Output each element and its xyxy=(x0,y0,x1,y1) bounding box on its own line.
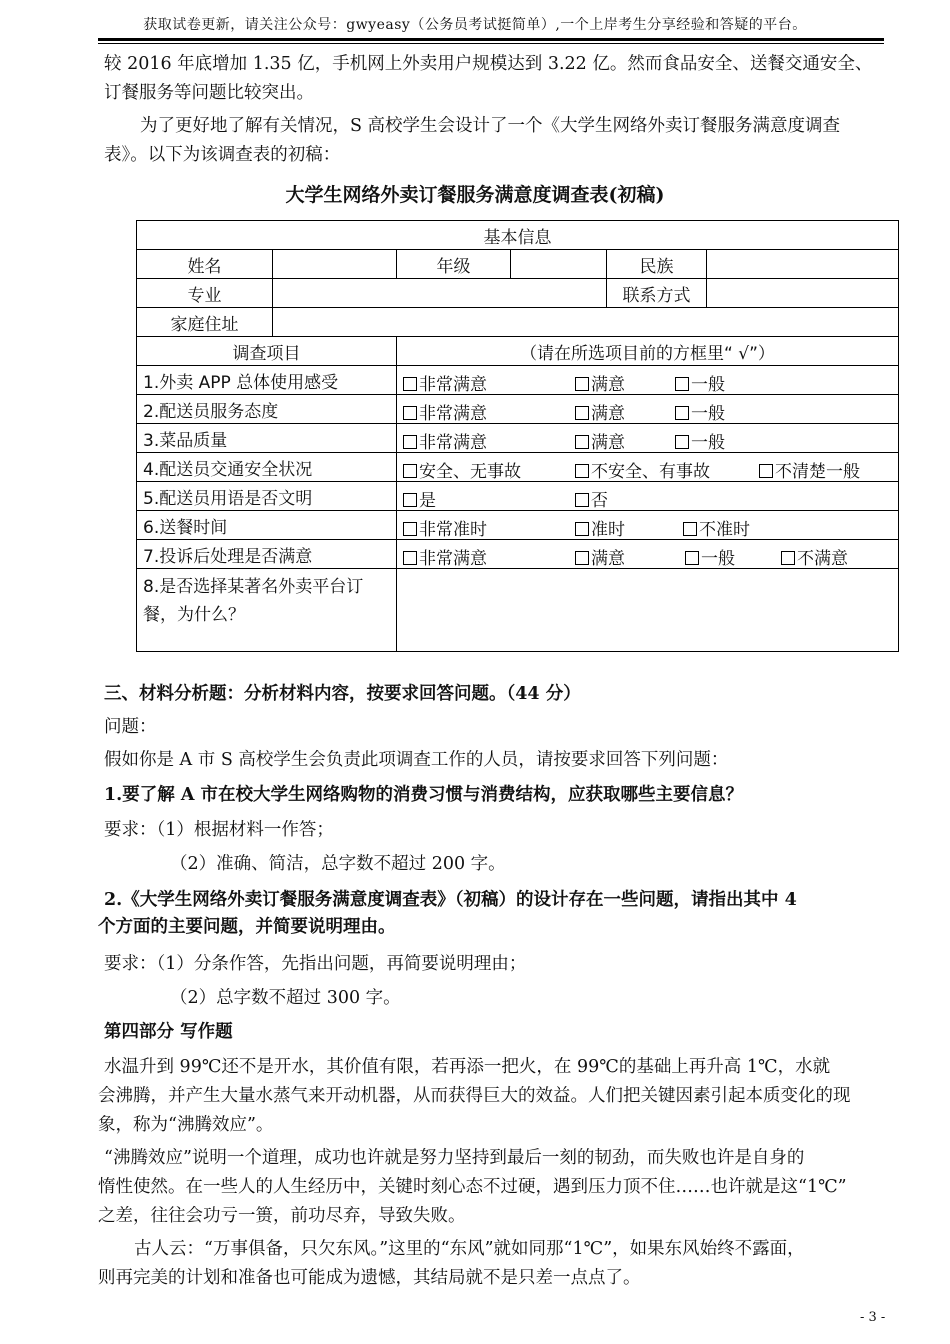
contact-field[interactable] xyxy=(707,279,899,308)
checkbox-icon[interactable] xyxy=(575,522,589,536)
question-8-answer[interactable] xyxy=(397,569,899,652)
grade-label: 年级 xyxy=(397,250,511,279)
checkbox-icon[interactable] xyxy=(403,435,417,449)
page-number: - 3 - xyxy=(860,1310,886,1325)
address-field[interactable] xyxy=(273,308,899,337)
intro-line-1: 较 2016 年底增加 1.35 亿，手机网上外卖用户规模达到 3.22 亿。然而食品安全、送餐交通安全、 xyxy=(104,54,873,74)
survey-option[interactable] xyxy=(403,457,521,482)
major-contact-row xyxy=(137,279,899,308)
question-2-requirement-1: 要求：（1）分条作答，先指出问题，再简要说明理由； xyxy=(104,954,527,974)
survey-option[interactable] xyxy=(403,428,487,453)
survey-option-label: 否 xyxy=(591,491,608,511)
checkbox-icon[interactable] xyxy=(575,435,589,449)
survey-option-label: 是 xyxy=(419,491,436,511)
survey-option-label: 满意 xyxy=(591,375,625,395)
question-8-label xyxy=(137,569,397,652)
survey-table xyxy=(136,220,899,652)
checkbox-icon[interactable] xyxy=(759,464,773,478)
basic-info-header: 基本信息 xyxy=(137,221,899,250)
survey-options xyxy=(397,453,899,482)
survey-option-label: 不准时 xyxy=(699,520,750,540)
checkbox-icon[interactable] xyxy=(403,406,417,420)
survey-option[interactable] xyxy=(403,544,487,569)
contact-label: 联系方式 xyxy=(607,279,707,308)
header-note: 获取试卷更新，请关注公众号：gwyeasy（公务员考试挺简单）,一个上岸考生分享经验和答疑的平台。 xyxy=(143,17,807,33)
address-row xyxy=(137,308,899,337)
major-label: 专业 xyxy=(137,279,273,308)
question-2-requirement-2: （2）总字数不超过 300 字。 xyxy=(170,988,401,1008)
survey-option[interactable] xyxy=(575,370,625,395)
survey-option[interactable] xyxy=(575,544,625,569)
checkbox-icon[interactable] xyxy=(403,493,417,507)
question-1-requirement-2: （2）准确、简洁，总字数不超过 200 字。 xyxy=(170,854,506,874)
survey-option[interactable] xyxy=(685,544,735,569)
survey-item-label: 2.配送员服务态度 xyxy=(137,395,397,424)
section4-p1-line-2: 会沸腾，并产生大量水蒸气来开动机器，从而获得巨大的效益。人们把关键因素引起本质变化的现 xyxy=(98,1086,851,1106)
grade-field[interactable] xyxy=(511,250,607,279)
checkbox-icon[interactable] xyxy=(575,551,589,565)
item-header: 调查项目 xyxy=(137,337,397,366)
survey-option-label: 非常满意 xyxy=(419,404,487,424)
survey-option-label: 满意 xyxy=(591,433,625,453)
survey-option[interactable] xyxy=(575,399,625,424)
header-rule xyxy=(98,38,884,41)
survey-row xyxy=(137,540,899,569)
name-label: 姓名 xyxy=(137,250,273,279)
name-field[interactable] xyxy=(273,250,397,279)
intro-line-2: 订餐服务等问题比较突出。 xyxy=(104,83,314,103)
survey-option[interactable] xyxy=(575,515,625,540)
section3-heading: 三、材料分析题：分析材料内容，按要求回答问题。（44 分） xyxy=(104,684,581,704)
question-8-row xyxy=(137,569,899,652)
checkbox-icon[interactable] xyxy=(575,406,589,420)
section4-p3-line-2: 则再完美的计划和准备也可能成为遗憾，其结局就不是只差一点点了。 xyxy=(98,1268,641,1288)
survey-item-label: 4.配送员交通安全状况 xyxy=(137,453,397,482)
intro-para2-line-2: 表》。以下为该调查表的初稿： xyxy=(104,145,341,165)
survey-options xyxy=(397,366,899,395)
section4-p1-line-3: 象，称为“沸腾效应”。 xyxy=(98,1115,274,1135)
survey-header-row xyxy=(137,337,899,366)
survey-option[interactable] xyxy=(759,457,860,482)
survey-item-label: 5.配送员用语是否文明 xyxy=(137,482,397,511)
question-8-line-1: 8.是否选择某著名外卖平台订 xyxy=(143,577,364,597)
survey-row xyxy=(137,366,899,395)
survey-option[interactable] xyxy=(781,544,848,569)
survey-option-label: 非常满意 xyxy=(419,549,487,569)
survey-option-label: 满意 xyxy=(591,549,625,569)
section4-p2-line-1: “沸腾效应”说明一个道理，成功也许就是努力坚持到最后一刻的韧劲，而失败也许是自身的 xyxy=(104,1148,805,1168)
checkbox-icon[interactable] xyxy=(675,435,689,449)
address-label: 家庭住址 xyxy=(137,308,273,337)
survey-option-label: 一般 xyxy=(701,549,735,569)
major-field[interactable] xyxy=(273,279,607,308)
survey-row xyxy=(137,482,899,511)
checkbox-icon[interactable] xyxy=(403,522,417,536)
survey-options xyxy=(397,482,899,511)
survey-item-label: 7.投诉后处理是否满意 xyxy=(137,540,397,569)
checkbox-icon[interactable] xyxy=(575,493,589,507)
checkbox-icon[interactable] xyxy=(403,464,417,478)
survey-option-label: 非常满意 xyxy=(419,433,487,453)
checkbox-icon[interactable] xyxy=(403,377,417,391)
question-label: 问题： xyxy=(104,717,157,737)
survey-option-label: 安全、无事故 xyxy=(419,462,521,482)
survey-option[interactable] xyxy=(675,370,725,395)
survey-option-label: 准时 xyxy=(591,520,625,540)
section4-p1-line-1: 水温升到 99℃还不是开水，其价值有限，若再添一把火，在 99℃的基础上再升高 1℃，水就 xyxy=(104,1057,831,1077)
survey-option-label: 一般 xyxy=(691,404,725,424)
survey-option-label: 非常准时 xyxy=(419,520,487,540)
survey-item-label: 1.外卖 APP 总体使用感受 xyxy=(137,366,397,395)
question-2-line-1: 2.《大学生网络外卖订餐服务满意度调查表》（初稿）的设计存在一些问题，请指出其中 4 xyxy=(104,890,797,910)
survey-option-label: 一般 xyxy=(691,433,725,453)
survey-options xyxy=(397,424,899,453)
survey-row xyxy=(137,453,899,482)
section4-p2-line-2: 惰性使然。在一些人的人生经历中，关键时刻心态不过硬，遇到压力顶不住……也许就是这“1℃” xyxy=(98,1177,847,1197)
question-2-line-2: 个方面的主要问题，并简要说明理由。 xyxy=(98,917,396,937)
survey-option-label: 不满意 xyxy=(797,549,848,569)
checkbox-icon[interactable] xyxy=(685,551,699,565)
question-8-line-2: 餐，为什么？ xyxy=(143,605,245,625)
survey-option[interactable] xyxy=(403,370,487,395)
survey-item-label: 3.菜品质量 xyxy=(137,424,397,453)
checkbox-icon[interactable] xyxy=(575,464,589,478)
checkbox-icon[interactable] xyxy=(675,377,689,391)
survey-option[interactable] xyxy=(403,399,487,424)
survey-option[interactable] xyxy=(403,486,436,511)
checkbox-icon[interactable] xyxy=(403,551,417,565)
survey-options xyxy=(397,395,899,424)
survey-option[interactable] xyxy=(575,486,608,511)
question-1: 1.要了解 A 市在校大学生网络购物的消费习惯与消费结构，应获取哪些主要信息？ xyxy=(104,785,744,805)
instruction-header: （请在所选项目前的方框里“ √”） xyxy=(397,337,899,366)
survey-row xyxy=(137,511,899,540)
survey-option[interactable] xyxy=(683,515,750,540)
checkbox-icon[interactable] xyxy=(781,551,795,565)
header-rule-thin xyxy=(98,43,884,44)
ethnicity-field[interactable] xyxy=(707,250,899,279)
checkbox-icon[interactable] xyxy=(683,522,697,536)
survey-row xyxy=(137,395,899,424)
intro-para2-line-1: 为了更好地了解有关情况，S 高校学生会设计了一个《大学生网络外卖订餐服务满意度调查 xyxy=(140,116,841,136)
form-title: 大学生网络外卖订餐服务满意度调查表(初稿) xyxy=(285,184,665,206)
checkbox-icon[interactable] xyxy=(675,406,689,420)
basic-info-row xyxy=(137,221,899,250)
section4-p2-line-3: 之差，往往会功亏一篑，前功尽弃，导致失败。 xyxy=(98,1206,466,1226)
survey-option-label: 非常满意 xyxy=(419,375,487,395)
checkbox-icon[interactable] xyxy=(575,377,589,391)
survey-option[interactable] xyxy=(675,399,725,424)
scenario-text: 假如你是 A 市 S 高校学生会负责此项调查工作的人员，请按要求回答下列问题： xyxy=(104,750,729,770)
survey-option-label: 一般 xyxy=(691,375,725,395)
name-grade-row xyxy=(137,250,899,279)
survey-option-label: 不清楚一般 xyxy=(775,462,860,482)
survey-options xyxy=(397,511,899,540)
survey-option-label: 满意 xyxy=(591,404,625,424)
survey-option[interactable] xyxy=(675,428,725,453)
survey-option[interactable] xyxy=(575,457,710,482)
section4-p3-line-1: 古人云：“万事俱备，只欠东风。”这里的“东风”就如同那“1℃”，如果东风始终不露面， xyxy=(134,1239,805,1259)
survey-options xyxy=(397,540,899,569)
section4-heading: 第四部分 写作题 xyxy=(104,1022,233,1042)
ethnicity-label: 民族 xyxy=(607,250,707,279)
survey-option[interactable] xyxy=(403,515,487,540)
survey-item-label: 6.送餐时间 xyxy=(137,511,397,540)
survey-row xyxy=(137,424,899,453)
survey-option-label: 不安全、有事故 xyxy=(591,462,710,482)
survey-option[interactable] xyxy=(575,428,625,453)
question-1-requirement-1: 要求：（1）根据材料一作答； xyxy=(104,820,334,840)
